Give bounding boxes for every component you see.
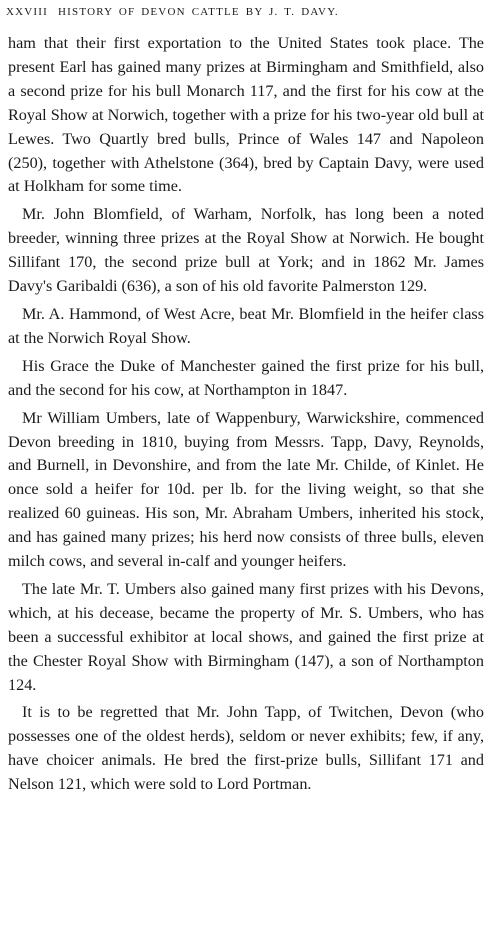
- paragraph-t-umbers: The late Mr. T. Umbers also gained many first prizes with his Devons, which, at his decease, became the property of Mr. S. Umbers, who has been a successful exhibitor at local shows, and gained the first prize at the Chester Royal Show with Birmingham (147), a son of Northampton 124.: [8, 579, 484, 694]
- paragraph-john-tapp: It is to be regretted that Mr. John Tapp, of Twitchen, Devon (who possesses one of the oldest herds), seldom or never exhibits; few, if any, have choicer animals. He bred the first-prize bulls, Sillifant 171 and Nelson 121, which were sold to Lord Portman.: [8, 703, 484, 794]
- running-title: HISTORY OF DEVON CATTLE BY J. T. DAVY.: [58, 6, 339, 18]
- paragraph-william-umbers: Mr William Umbers, late of Wappenbury, Warwickshire, commenced Devon breeding in 1810, buying from Messrs. Tapp, Davy, Reynolds, and Burnell, in Devonshire, and from the late Mr. Childe, of Kinlet. He once sold a heifer for 10d. per lb. for the living weight, so that she realized 60 guineas. His son, Mr. Abraham Umbers, inherited his stock, and has gained many prizes; his herd now consists of three bulls, eleven milch cows, and several in-calf and younger heifers.: [8, 408, 484, 571]
- paragraph-blomfield: Mr. John Blomfield, of Warham, Norfolk, has long been a noted breeder, winning three prizes at the Royal Show at Norwich. He bought Sillifant 170, the second prize bull at York; and in 1862 Mr. James Davy's Garibaldi (636), a son of his old favorite Palmerston 129.: [8, 205, 484, 296]
- paragraph-duke-of-manchester: His Grace the Duke of Manchester gained the first prize for his bull, and the second for his cow, at Northampton in 1847.: [8, 356, 484, 399]
- paragraph-hammond: Mr. A. Hammond, of West Acre, beat Mr. Blomfield in the heifer class at the Norwich Royal Show.: [8, 304, 484, 347]
- page-number: XXVIII: [6, 6, 49, 18]
- paragraph-continuation: ham that their first exportation to the United States took place. The present Earl has gained many prizes at Birmingham and Smithfield, also a second prize for his bull Monarch 117, and the first for his cow at the Royal Show at Norwich, together with a prize for his two-year old bull at Lewes. Two Quartly bred bulls, Prince of Wales 147 and Napoleon (250), together with Athelstone (364), bred by Captain Davy, were used at Holkham for some time.: [8, 34, 484, 196]
- running-header: [6, 6, 496, 18]
- body-text: [8, 32, 484, 801]
